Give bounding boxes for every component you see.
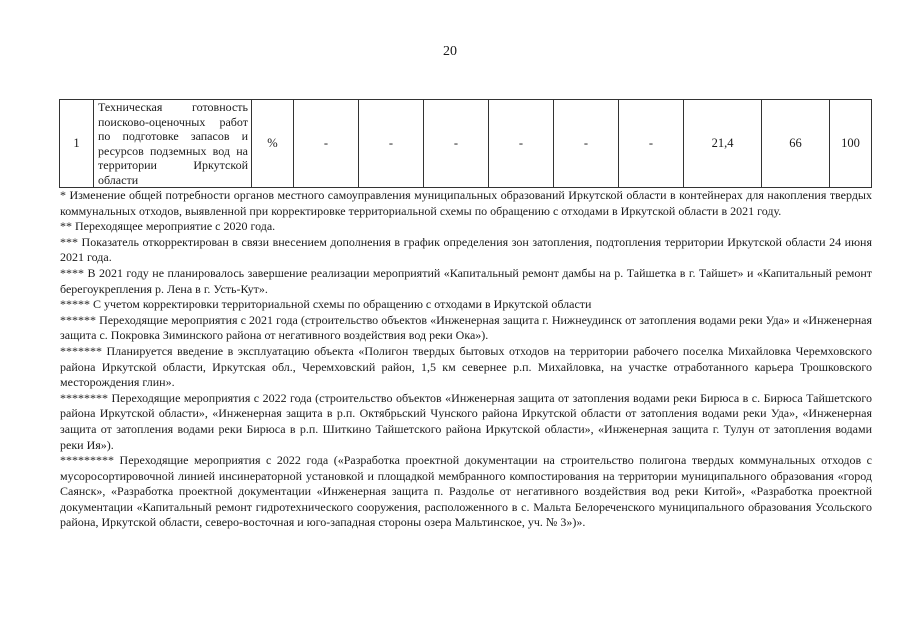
value-cell: -	[294, 100, 359, 188]
unit-cell: %	[252, 100, 294, 188]
footnote: ** Переходящее мероприятие с 2020 года.	[60, 219, 276, 234]
value-cell: 66	[762, 100, 830, 188]
value-cell: -	[359, 100, 424, 188]
indicator-table	[59, 99, 872, 188]
indicator-description-cell: Техническая готовность поисково-оценочных работ по подготовке запасов и ресурсов подземных вод на территории Иркутской области	[94, 100, 252, 188]
value-cell: -	[489, 100, 554, 188]
value-cell: 100	[830, 100, 872, 188]
value-cell: -	[554, 100, 619, 188]
footnote: ********* Переходящие мероприятия с 2022 года («Разработка проектной документации на строительство полигона твердых коммунальных отходов с мусоросортировочной линией инсинераторной установкой и площадкой мембранного компостирования на территории муниципального образования «город Саянск», «Разработка проектной документации «Инженерная защита п. Раздолье от негативного воздействия вод реки Китой», «Разработка проектной документации «Капитальный ремонт гидротехнического сооружения, расположенного в с. Мальта Белореченского муниципального образования Усольского района, Иркутской области, северо-восточная и юго-западная стороны озера Мальтинское, уч. № 3»)».	[60, 453, 872, 530]
footnote: ******* Планируется введение в эксплуатацию объекта «Полигон твердых бытовых отходов на территории рабочего поселка Михайловка Черемховского района Иркутской области, Иркутская обл., Черемховский район, 1,5 км севернее р.п. Михайловка, на участке отработанного карьера Трошковского месторождения глин».	[60, 343, 872, 390]
value-cell: -	[619, 100, 684, 188]
value-cell: -	[424, 100, 489, 188]
footnote: *** Показатель откорректирован в связи внесением дополнения в график определения зон затопления, подтопления территории Иркутской области 24 июня 2021 года.	[60, 234, 872, 265]
footnote: ****** Переходящие мероприятия с 2021 года (строительство объектов «Инженерная защита г. Нижнеудинск от затопления водами реки Уда» и «Инженерная защита с. Покровка Зиминского района от негативного воздействия вод реки Ока»).	[60, 312, 872, 343]
page-number: 20	[443, 44, 457, 59]
footnote: ******** Переходящие мероприятия с 2022 года (строительство объектов «Инженерная защита от затопления водами реки Бирюса в с. Бирюса Тайшетского района Иркутской области», «Инженерная защита в р.п. Октябрьский Чунского района Иркутской области от затопления водами реки Уда», «Инженерная защита от затопления водами реки Бирюса в р.п. Шиткино Тайшетского района Иркутской области», «Инженерная защита г. Тулун от затопления водами реки Ия»).	[60, 390, 872, 452]
footnote: **** В 2021 году не планировалось завершение реализации мероприятий «Капитальный ремонт дамбы на р. Тайшетка в г. Тайшет» и «Капитальный ремонт берегоукрепления р. Лена в г. Усть-Кут».	[60, 265, 872, 296]
footnotes	[60, 188, 872, 531]
row-number-cell: 1	[60, 100, 94, 188]
footnote: ***** С учетом корректировки территориальной схемы по обращению с отходами в Иркутской области	[60, 297, 592, 312]
table-row	[60, 100, 872, 188]
value-cell: 21,4	[684, 100, 762, 188]
footnote: * Изменение общей потребности органов местного самоуправления муниципальных образований Иркутской области в контейнерах для накопления твердых коммунальных отходов, выявленной при корректировке территориальной схемы по обращению с отходами в Иркутской области в 2021 году.	[60, 188, 872, 218]
